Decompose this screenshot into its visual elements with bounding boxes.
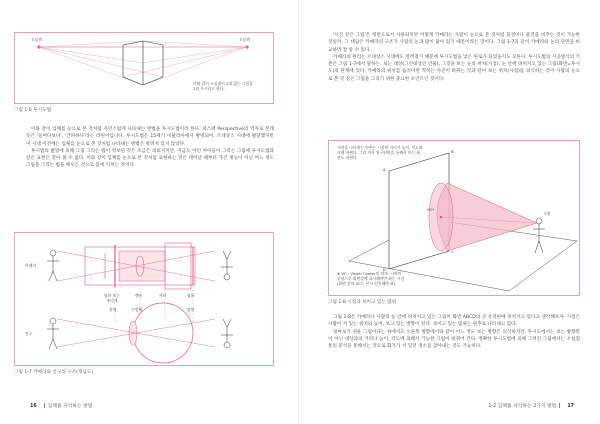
paragraph: 카메라의 원리는 르네상스 시대에도 알려졌기 때문에 투시도법을 낳은 원로가 되었을지도 모른다. 투시도법의 시공방식의 기본은 그림 1-7에서 말하는, 보는 대상(그린대상인 인물), 그것을 보는 눈의 위치(시점), 눈 안에 비쳐지고 있는 그림(화면=투시도)의 관계에 있다. 카메라의 위치를 움직이면 찍히는 사진이 바뀌는 것과 같이 보는 위치(시점)를 의식하는 것이 사람의 눈으로 본 것 같은 그림을 그리기 위한 중요한 포인트인 것이다. (328, 54, 580, 82)
connector-lines (115, 285, 193, 321)
paragraph: 이와 같이 입체를 눈으로 본 것처럼 자연스럽게 나타내는 방법을 투시도법이라 한다. 퍼스펙 Perspective의 역자로 본래 뜻은 '들여다보다', '간파하다'라는 라틴어입니다. 투시도법은 15세기 이탈리아에서 발명되어, 르네상스 시대에 발달했지만 이 시대 이전에는 입체를 눈으로 본 것처럼 나타내는 방법은 알려져 있지 않았다. (26, 127, 274, 147)
right-footer (488, 402, 578, 409)
vp-left-label: 소실점 (31, 37, 43, 42)
right-body-top (328, 32, 580, 134)
figure-footnote: ※ VC : Visual Center의 약자. 시야의 중심으로 화면상에 표시해야만 하는 시선(화면 상의 VC는 본시 인지해야 하). (337, 271, 405, 286)
paragraph: 그림 1-8은 카메라나 사람의 눈 안에 비쳐지고 있는 그림이 화면 ABCD의 큰 유리판에 비쳐지고 있다고 생각해보자. 시점은 사람이 서 있는 위치와 높이, 보고 있는 방향이 된다. 보이고 있는 범위는 원추로 나타내고 있다. (328, 315, 580, 328)
figure-two-point-perspective (14, 32, 274, 104)
figure-note: 이와 같이 소실점이 2개 있는 그림을 2점 투시라고 한다. (193, 81, 253, 91)
part-label-lens: 렌즈 (135, 293, 143, 298)
caption-figure-1-7: 그림 1-7 카메라와 안구의 구조(개념도) (14, 370, 94, 375)
eye-part-iris: 홍채 (109, 307, 117, 312)
label-viewpoint: 시점 (543, 211, 551, 216)
label-b: B (451, 149, 454, 154)
part-label-shutter: 셔터 (159, 293, 167, 298)
figure-note: 시야를 나타내는 원추는 시점의 거리가 높이, 각도와 크게 바뀐다. 그리 이사 원구단면을 통해서 보는 화면도 바뀐다. (337, 145, 423, 160)
section-title: 1-2 입체를 파악하는 2가지 방법 (488, 404, 557, 409)
vc-point (440, 216, 443, 219)
footer-divider (559, 403, 560, 408)
part-label-film: 필름 (187, 293, 195, 298)
right-body-bottom (328, 314, 580, 398)
label-a: A (383, 167, 386, 172)
eye-part-lens: 수정체 (131, 307, 143, 312)
page-number: 17 (567, 404, 574, 409)
page-number: 16 (30, 404, 37, 409)
label-c: C (451, 249, 454, 254)
camera-eye-diagram (15, 233, 273, 365)
camera-label: 카메라 (25, 263, 37, 268)
left-body-text (26, 126, 274, 222)
paragraph: 얼마보기 쉬운 그림이다는 위에서도 오른쪽 방향에서와 같이 어느 정도 보는 방향은 의식하지만, 투시도에서는 보는 방향만이 아닌 대상과의 거리나 높이, 각도에 의해서 가능한 그림이 바뀌어 간다. 정확한 투시도법에 의해 그려진 그림에서는 소실점 통의 분석을 통해서는 것으로 화가가 서 있던 정소를 찾아내는 것도 가능하다. (328, 329, 580, 350)
label-vc: VC* (427, 207, 435, 212)
figure-viewpoint-range (328, 140, 580, 296)
perspective-diagram (15, 33, 273, 103)
right-page (300, 0, 600, 424)
caption-figure-1-8: 그림 1-8 시점과 보이고 있는 범위 (328, 300, 397, 305)
cube (123, 41, 163, 85)
vp-right-label: 소실점 (239, 37, 251, 42)
label-d: D (383, 267, 386, 272)
figure-camera-eye (14, 232, 274, 366)
camera-section (47, 243, 233, 289)
chapter-title: 입체를 파악하는 방법 (47, 404, 93, 409)
caption-figure-1-6: 그림 1-6 투시도법 (14, 108, 52, 113)
footer-divider (44, 403, 45, 408)
eye-label: 안구 (25, 331, 33, 336)
eye-part-retina: 망막 (187, 307, 195, 312)
paragraph: '사진 같은 그림'은 정면으로서 사용되지만 어떻게 카메라는 사람이 눈으로 본 것처럼 풍경이나 물건을 비추는 것이 가능한 것일까. 그 대답은 카메라의 구조가 사람의 눈과 많이 닮아 있기 때문이라는 것이다. 그림 1-7과 같이 카메라와 눈의 단면을 비교하면 잘 알 수 있다. (328, 33, 580, 53)
part-label-filter: 필터 또는 조리개 (104, 293, 120, 303)
left-footer (26, 402, 92, 409)
paragraph: 투시법의 발명에 의해 그림 그리는 법이 정보된 것은 조금은 의외지지만, 지금도 어린 아이들이 그리는 그림에 투시도법과 같은 표현은 찾아 볼 수 없다. 이와 같이 입체를 눈으로 본 것처럼 표현하는 것은 테어날 때부터 가진 재능이 아닌 어느 정도 그림을 그리는 법을 배우는 것으로 몸에 익히는 것이다. (26, 148, 274, 169)
